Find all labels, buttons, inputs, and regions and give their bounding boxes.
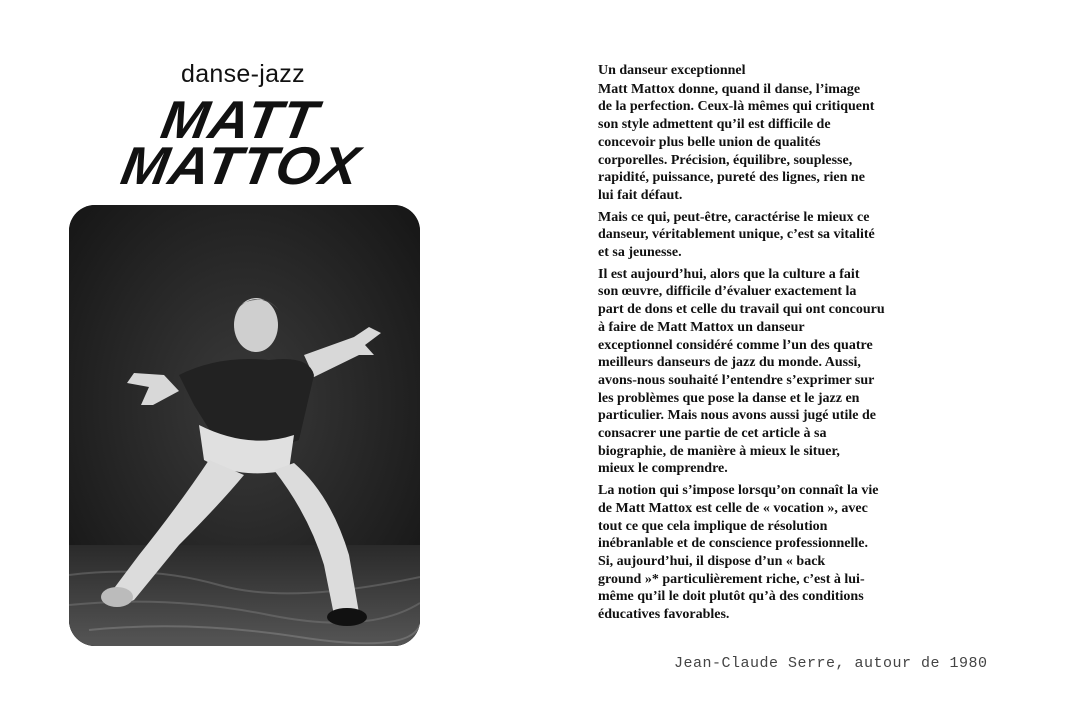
article-paragraph: La notion qui s’impose lorsqu’on connaît la vie de Matt Mattox est celle de « vocation », avec tout ce que cela implique de résolution inébranlable et de conscience professionnelle. Si, aujourd’hui, il dispose d’un « back ground »* particulièrement riche, c’est à lui- même qu’il le doit plutôt qu’à des conditions éducatives favorables. — [598, 483, 879, 623]
article-paragraph: Il est aujourd’hui, alors que la culture a fait son œuvre, difficile d’évaluer exactement la part de dons et celle du travail qui ont concouru à faire de Matt Mattox un danseur exceptionnel considéré comme l’un des quatre meilleurs danseurs de jazz du monde. Aussi, avons-nous souhaité l’entendre s’exprimer sur les problèmes que pose la danse et le jazz en particulier. Mais nous avons aussi jugé utile de consacrer une partie de cet article à sa biographie, de manière à mieux le situer, mieux le comprendre. — [598, 266, 885, 477]
dancer-photo — [69, 205, 420, 646]
article-paragraph: Mais ce qui, peut-être, caractérise le mieux ce danseur, véritablement unique, c’est sa vitalité et sa jeunesse. — [598, 209, 875, 261]
title-name-line-2: MATTOX — [116, 135, 365, 196]
article-column — [598, 62, 903, 628]
photo-credit-caption: Jean-Claude Serre, autour de 1980 — [674, 655, 988, 672]
title-name-line-1: MATT — [156, 89, 323, 150]
article-heading: Un danseur exceptionnel — [598, 63, 746, 78]
article-paragraph: Matt Mattox donne, quand il danse, l’image de la perfection. Ceux-là mêmes qui critiquent son style admettent qu’il est difficile de concevoir plus belle union de qualités corporelles. Précision, équilibre, souplesse, rapidité, puissance, pureté des lignes, rien ne lui fait défaut. — [598, 81, 875, 203]
section-kicker: danse-jazz — [181, 60, 305, 88]
